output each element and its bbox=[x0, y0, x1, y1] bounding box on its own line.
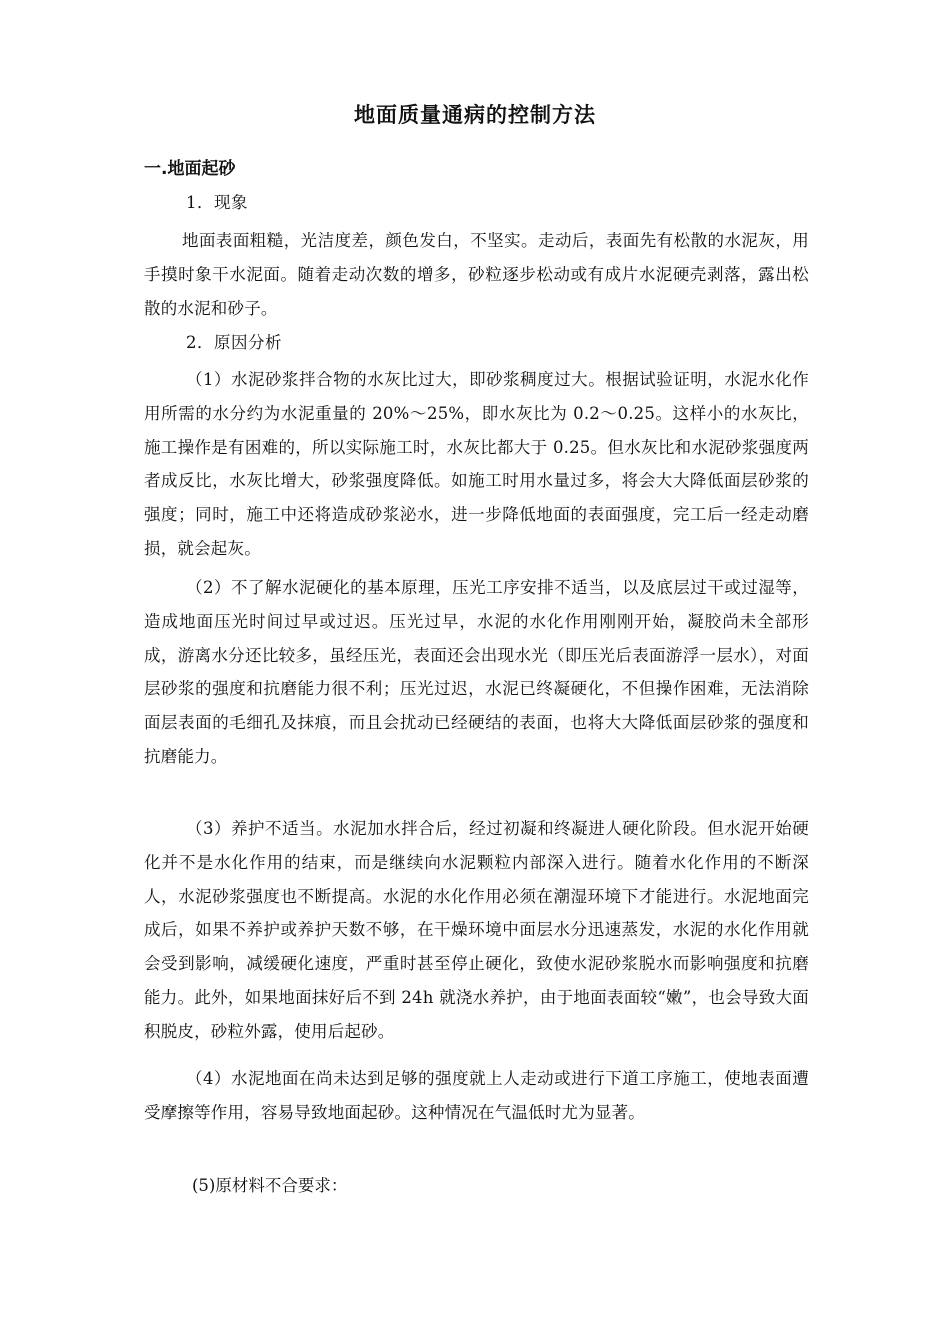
document-title: 地面质量通病的控制方法 bbox=[354, 103, 596, 127]
paragraph-cause-1: （1）水泥砂浆拌合物的水灰比过大，即砂浆稠度过大。根据试验证明，水泥水化作用所需的水分约为水泥重量的 20%～25%，即水灰比为 0.2～0.25。这样小的水灰比，施工操作是有困难的，所以实际施工时，水灰比都大于 0.25。但水灰比和水泥砂浆强度两者成反比，水灰比增大，砂浆强度降低。如施工时用水量过多，将会大大降低面层砂浆的强度；同时，施工中还将造成砂浆泌水，进一步降低地面的表面强度，完工后一经走动磨损，就会起灰。 bbox=[144, 370, 809, 558]
paragraph-cause-3: （3）养护不适当。水泥加水拌合后，经过初凝和终凝进人硬化阶段。但水泥开始硬化并不是水化作用的结束，而是继续向水泥颗粒内部深入进行。随着水化作用的不断深人，水泥砂浆强度也不断提高。水泥的水化作用必须在潮湿环境下才能进行。水泥地面完成后，如果不养护或养护天数不够，在干燥环境中面层水分迅速蒸发，水泥的水化作用就会受到影响，减缓硬化速度，严重时甚至停止硬化，致使水泥砂浆脱水而影响强度和抗磨能力。此外，如果地面抹好后不到 24h 就浇水养护，由于地面表面较“嫩”，也会导致大面积脱皮，砂粒外露，使用后起砂。 bbox=[144, 819, 809, 1041]
section-heading-floor-sanding: 一.地面起砂 bbox=[144, 159, 236, 179]
paragraph-cause-4: （4）水泥地面在尚未达到足够的强度就上人走动或进行下道工序施工，使地表面遭受摩擦等作用，容易导致地面起砂。这种情况在气温低时尤为显著。 bbox=[144, 1069, 809, 1122]
subsection-heading-phenomenon: 1．现象 bbox=[186, 193, 248, 212]
paragraph-cause-2: （2）不了解水泥硬化的基本原理，压光工序安排不适当，以及底层过干或过湿等，造成地面压光时间过早或过迟。压光过早，水泥的水化作用刚刚开始，凝胶尚未全部形成，游离水分还比较多，虽经压光，表面还会出现水光（即压光后表面游浮一层水），对面层砂浆的强度和抗磨能力很不利；压光过迟，水泥已终凝硬化，不但操作困难，无法消除面层表面的毛细孔及抹痕，而且会扰动已经硬结的表面，也将大大降低面层砂浆的强度和抗磨能力。 bbox=[144, 578, 809, 766]
cause-5-heading: (5)原材料不合要求： bbox=[192, 1176, 348, 1195]
paragraph-phenomenon: 地面表面粗糙，光洁度差，颜色发白，不坚实。走动后，表面先有松散的水泥灰，用手摸时象干水泥面。随着走动次数的增多，砂粒逐步松动或有成片水泥硬壳剥落，露出松散的水泥和砂子。 bbox=[144, 231, 809, 318]
subsection-heading-cause-analysis: 2．原因分析 bbox=[186, 333, 282, 352]
